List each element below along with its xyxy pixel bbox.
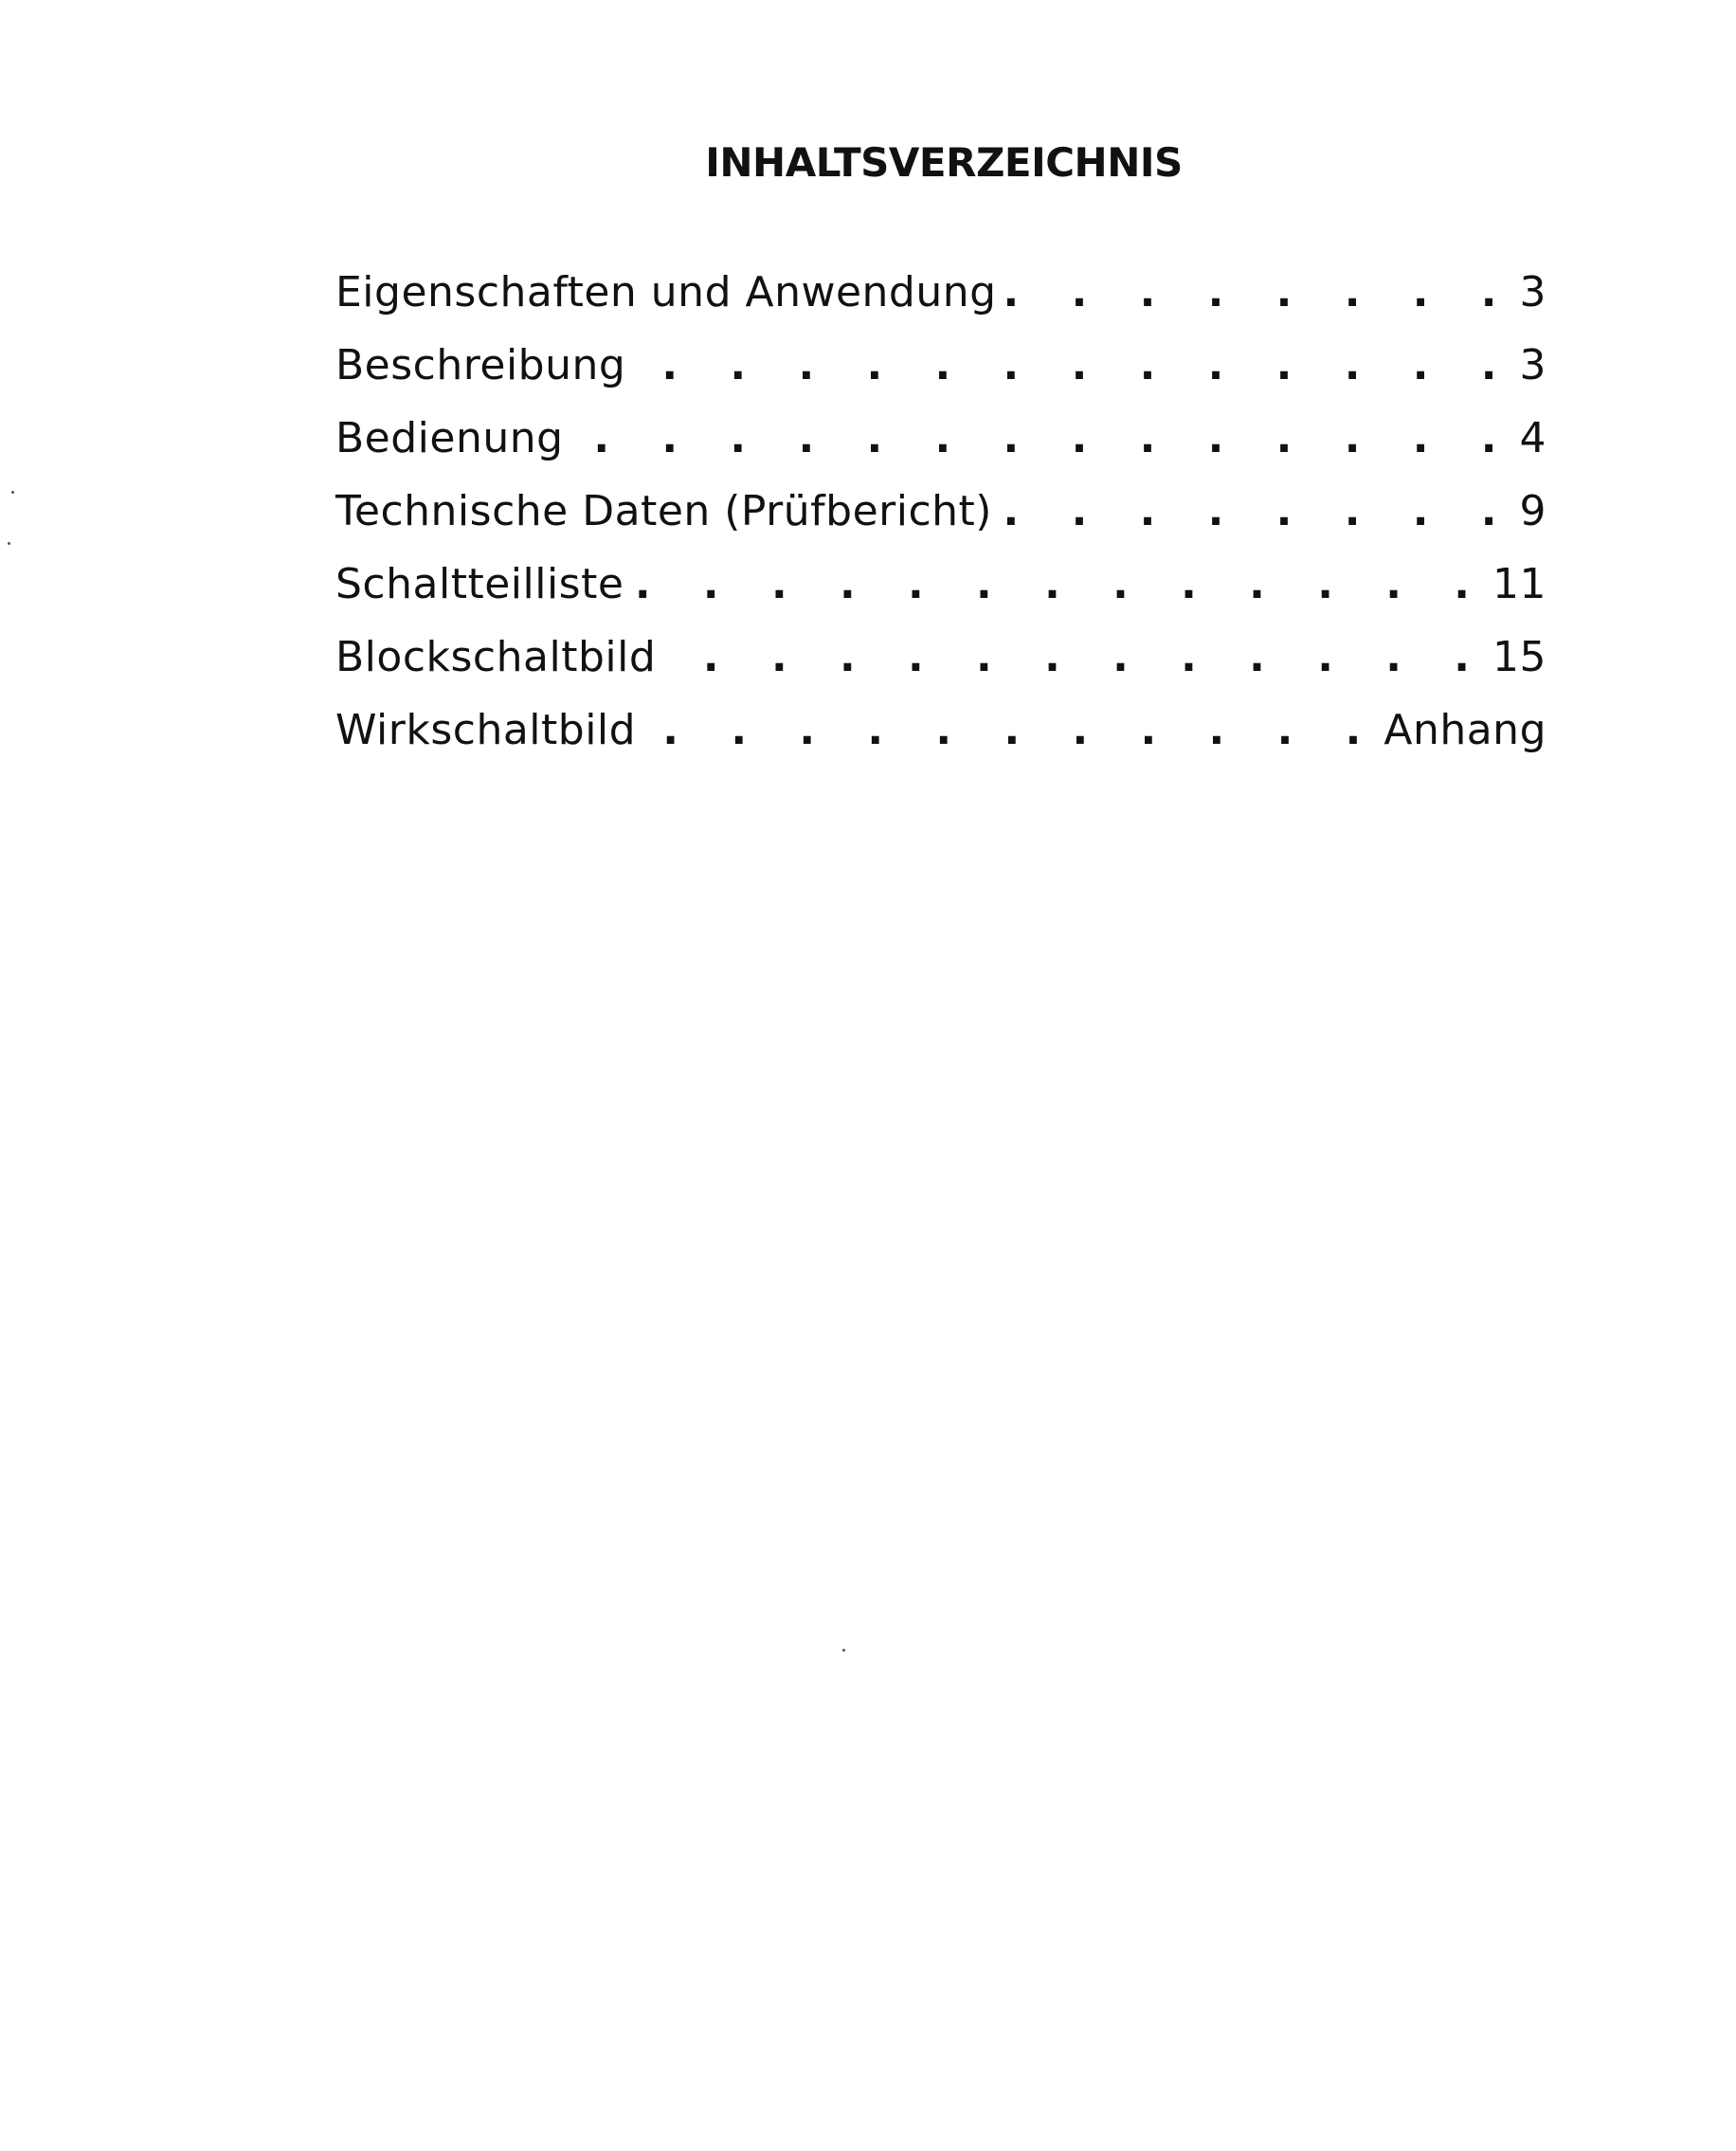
toc-entry-page: Anhang [1378,702,1546,759]
dot-leader [635,337,1513,394]
toc-entry [335,394,1546,467]
toc-entry-label: Beschreibung [335,337,635,394]
toc-entry [335,467,1546,540]
toc-entry [335,613,1546,686]
dot-leader [573,410,1514,467]
dot-leader [1002,483,1514,540]
table-of-contents [335,248,1546,759]
toc-entry [335,248,1546,321]
toc-entry-label: Blockschaltbild [335,629,665,686]
toc-entry-page: 15 [1487,629,1546,686]
toc-entry-label: Bedienung [335,410,573,467]
dot-leader [665,629,1487,686]
toc-entry-label: Technische Daten (Prüfbericht) [335,483,1002,540]
toc-entry [335,686,1546,759]
toc-entry [335,540,1546,613]
dot-leader [1006,264,1514,321]
toc-entry-page: 3 [1514,337,1547,394]
page-title: INHALTSVERZEICHNIS [705,139,1183,186]
dot-leader [633,556,1487,613]
scan-speck [842,1649,845,1652]
scan-speck [8,542,10,545]
toc-entry-label: Schaltteilliste [335,556,633,613]
toc-entry-label: Eigenschaften und Anwendung [335,264,1006,321]
toc-entry-page: 4 [1514,410,1547,467]
toc-entry-page: 3 [1514,264,1547,321]
toc-entry-label: Wirkschaltbild [335,702,645,759]
dot-leader [645,702,1378,759]
toc-entry-page: 11 [1487,556,1546,613]
scan-speck [11,491,14,494]
toc-entry [335,321,1546,394]
toc-entry-page: 9 [1514,483,1547,540]
